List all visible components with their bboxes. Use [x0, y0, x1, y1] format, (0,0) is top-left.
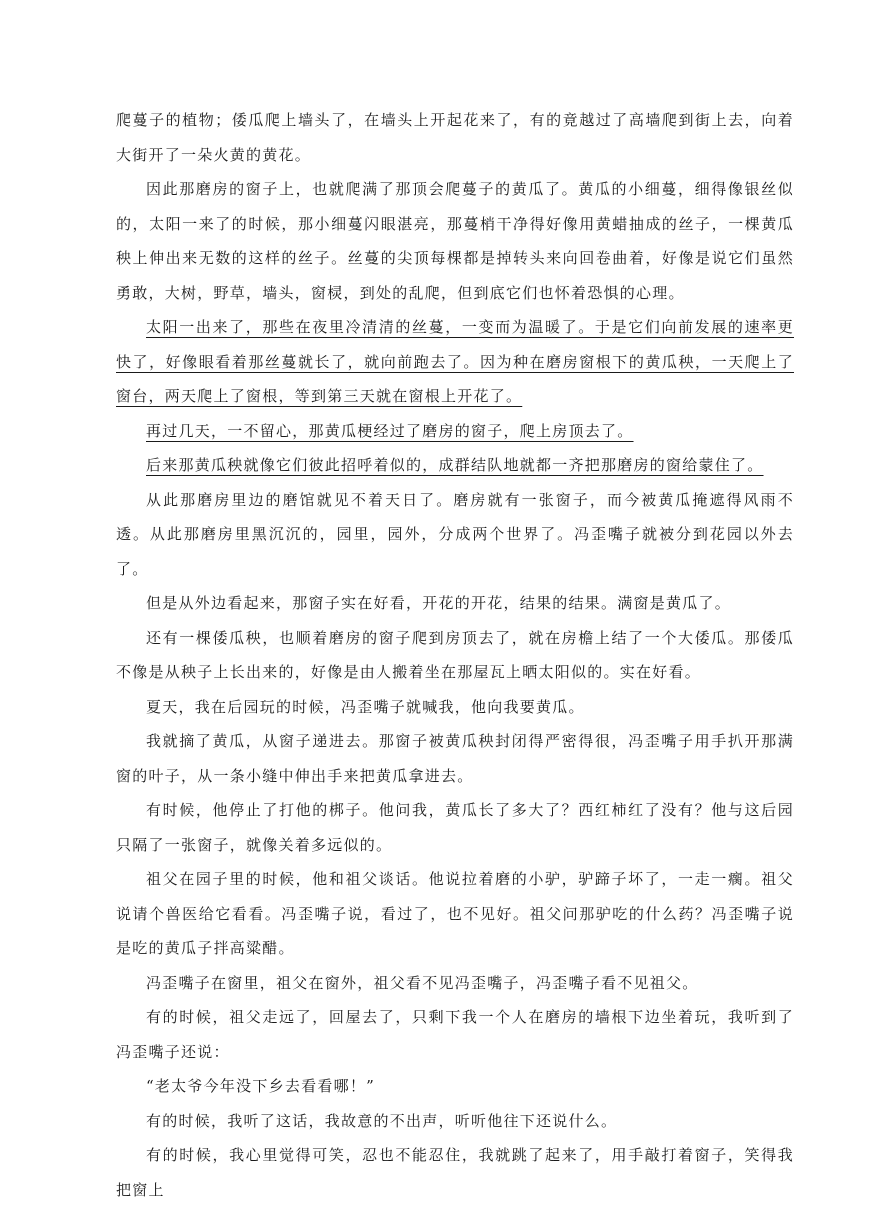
paragraph-17: [116, 1138, 794, 1207]
paragraph-4-text: 再过几天，一不留心，那黄瓜梗经过了磨房的窗子，爬上房顶去了。: [146, 421, 634, 440]
paragraph-10-text: 我就摘了黄瓜，从窗子递进去。那窗子被黄瓜秧封闭得严密得很，冯歪嘴子用手扒开那满窗的叶子，从一条小缝中伸出手来把黄瓜拿进去。: [116, 732, 794, 785]
paragraph-10: [116, 724, 794, 793]
paragraph-3-underlined: [116, 310, 794, 414]
paragraph-16-text: 有的时候，我听了这话，我故意的不出声，听听他往下还说什么。: [146, 1111, 618, 1130]
paragraph-11-text: 有时候，他停止了打他的梆子。他问我，黄瓜长了多大了？西红柿红了没有？他与这后园只隔了一张窗子，就像关着多远似的。: [116, 801, 794, 854]
paragraph-6: [116, 483, 794, 587]
paragraph-9: [116, 690, 794, 725]
paragraph-16: [116, 1104, 794, 1139]
paragraph-14: [116, 1000, 794, 1069]
paragraph-15-text: “老太爷今年没下乡去看看哪！”: [146, 1077, 376, 1095]
paragraph-2-text: 因此那磨房的窗子上，也就爬满了那顶会爬蔓子的黄瓜了。黄瓜的小细蔓，细得像银丝似的，太阳一来了的时候，那小细蔓闪眼湛亮，那蔓梢干净得好像用黄蜡抽成的丝子，一棵黄瓜秧上伸出来无数的这样的丝子。丝蔓的尖顶每棵都是掉转头来向回卷曲着，好像是说它们虽然勇敢，大树，野草，墙头，窗棂，到处的乱爬，但到底它们也怀着恐惧的心理。: [116, 180, 794, 302]
paragraph-1: [116, 103, 794, 172]
paragraph-9-text: 夏天，我在后园玩的时候，冯歪嘴子就喊我，他向我要黄瓜。: [146, 697, 585, 716]
document-body: [116, 103, 794, 1207]
paragraph-15-quote: [116, 1069, 794, 1104]
paragraph-8: [116, 621, 794, 690]
paragraph-2: [116, 172, 794, 310]
paragraph-13-text: 冯歪嘴子在窗里，祖父在窗外，祖父看不见冯歪嘴子，冯歪嘴子看不见祖父。: [146, 973, 699, 992]
paragraph-12: [116, 862, 794, 966]
paragraph-5-underlined: [116, 448, 794, 483]
paragraph-7: [116, 586, 794, 621]
paragraph-14-text: 有的时候，祖父走远了，回屋去了，只剩下我一个人在磨房的墙根下边坐着玩，我听到了冯歪嘴子还说：: [116, 1008, 794, 1061]
paragraph-3-text: 太阳一出来了，那些在夜里冷清清的丝蔓，一变而为温暖了。于是它们向前发展的速率更快了，好像眼看着那丝蔓就长了，就向前跑去了。因为种在磨房窗根下的黄瓜秧，一天爬上了窗台，两天爬上了窗根，等到第三天就在窗根上开花了。: [116, 318, 794, 405]
paragraph-13: [116, 966, 794, 1001]
paragraph-12-text: 祖父在园子里的时候，他和祖父谈话。他说拉着磨的小驴，驴蹄子坏了，一走一瘸。祖父说请个兽医给它看看。冯歪嘴子说，看过了，也不见好。祖父问那驴吃的什么药？冯歪嘴子说是吃的黄瓜子拌高粱醋。: [116, 870, 794, 957]
paragraph-5-text: 后来那黄瓜秧就像它们彼此招呼着似的，成群结队地就都一齐把那磨房的窗给蒙住了。: [146, 456, 764, 474]
paragraph-4-underlined: [116, 414, 794, 449]
paragraph-11: [116, 793, 794, 862]
paragraph-6-text: 从此那磨房里边的磨馆就见不着天日了。磨房就有一张窗子，而今被黄瓜掩遮得风雨不透。从此那磨房里黑沉沉的，园里，园外，分成两个世界了。冯歪嘴子就被分到花园以外去了。: [116, 490, 794, 578]
paragraph-7-text: 但是从外边看起来，那窗子实在好看，开花的开花，结果的结果。满窗是黄瓜了。: [146, 594, 732, 612]
paragraph-8-text: 还有一棵倭瓜秧，也顺着磨房的窗子爬到房顶去了，就在房檐上结了一个大倭瓜。那倭瓜不像是从秧子上长出来的，好像是由人搬着坐在那屋瓦上晒太阳似的。实在好看。: [116, 628, 794, 681]
paragraph-1-text: 爬蔓子的植物；倭瓜爬上墙头了，在墙头上开起花来了，有的竟越过了高墙爬到街上去，向着大街开了一朵火黄的黄花。: [116, 111, 794, 164]
paragraph-17-text: 有的时候，我心里觉得可笑，忍也不能忍住，我就跳了起来了，用手敲打着窗子，笑得我把窗上: [116, 1146, 794, 1199]
